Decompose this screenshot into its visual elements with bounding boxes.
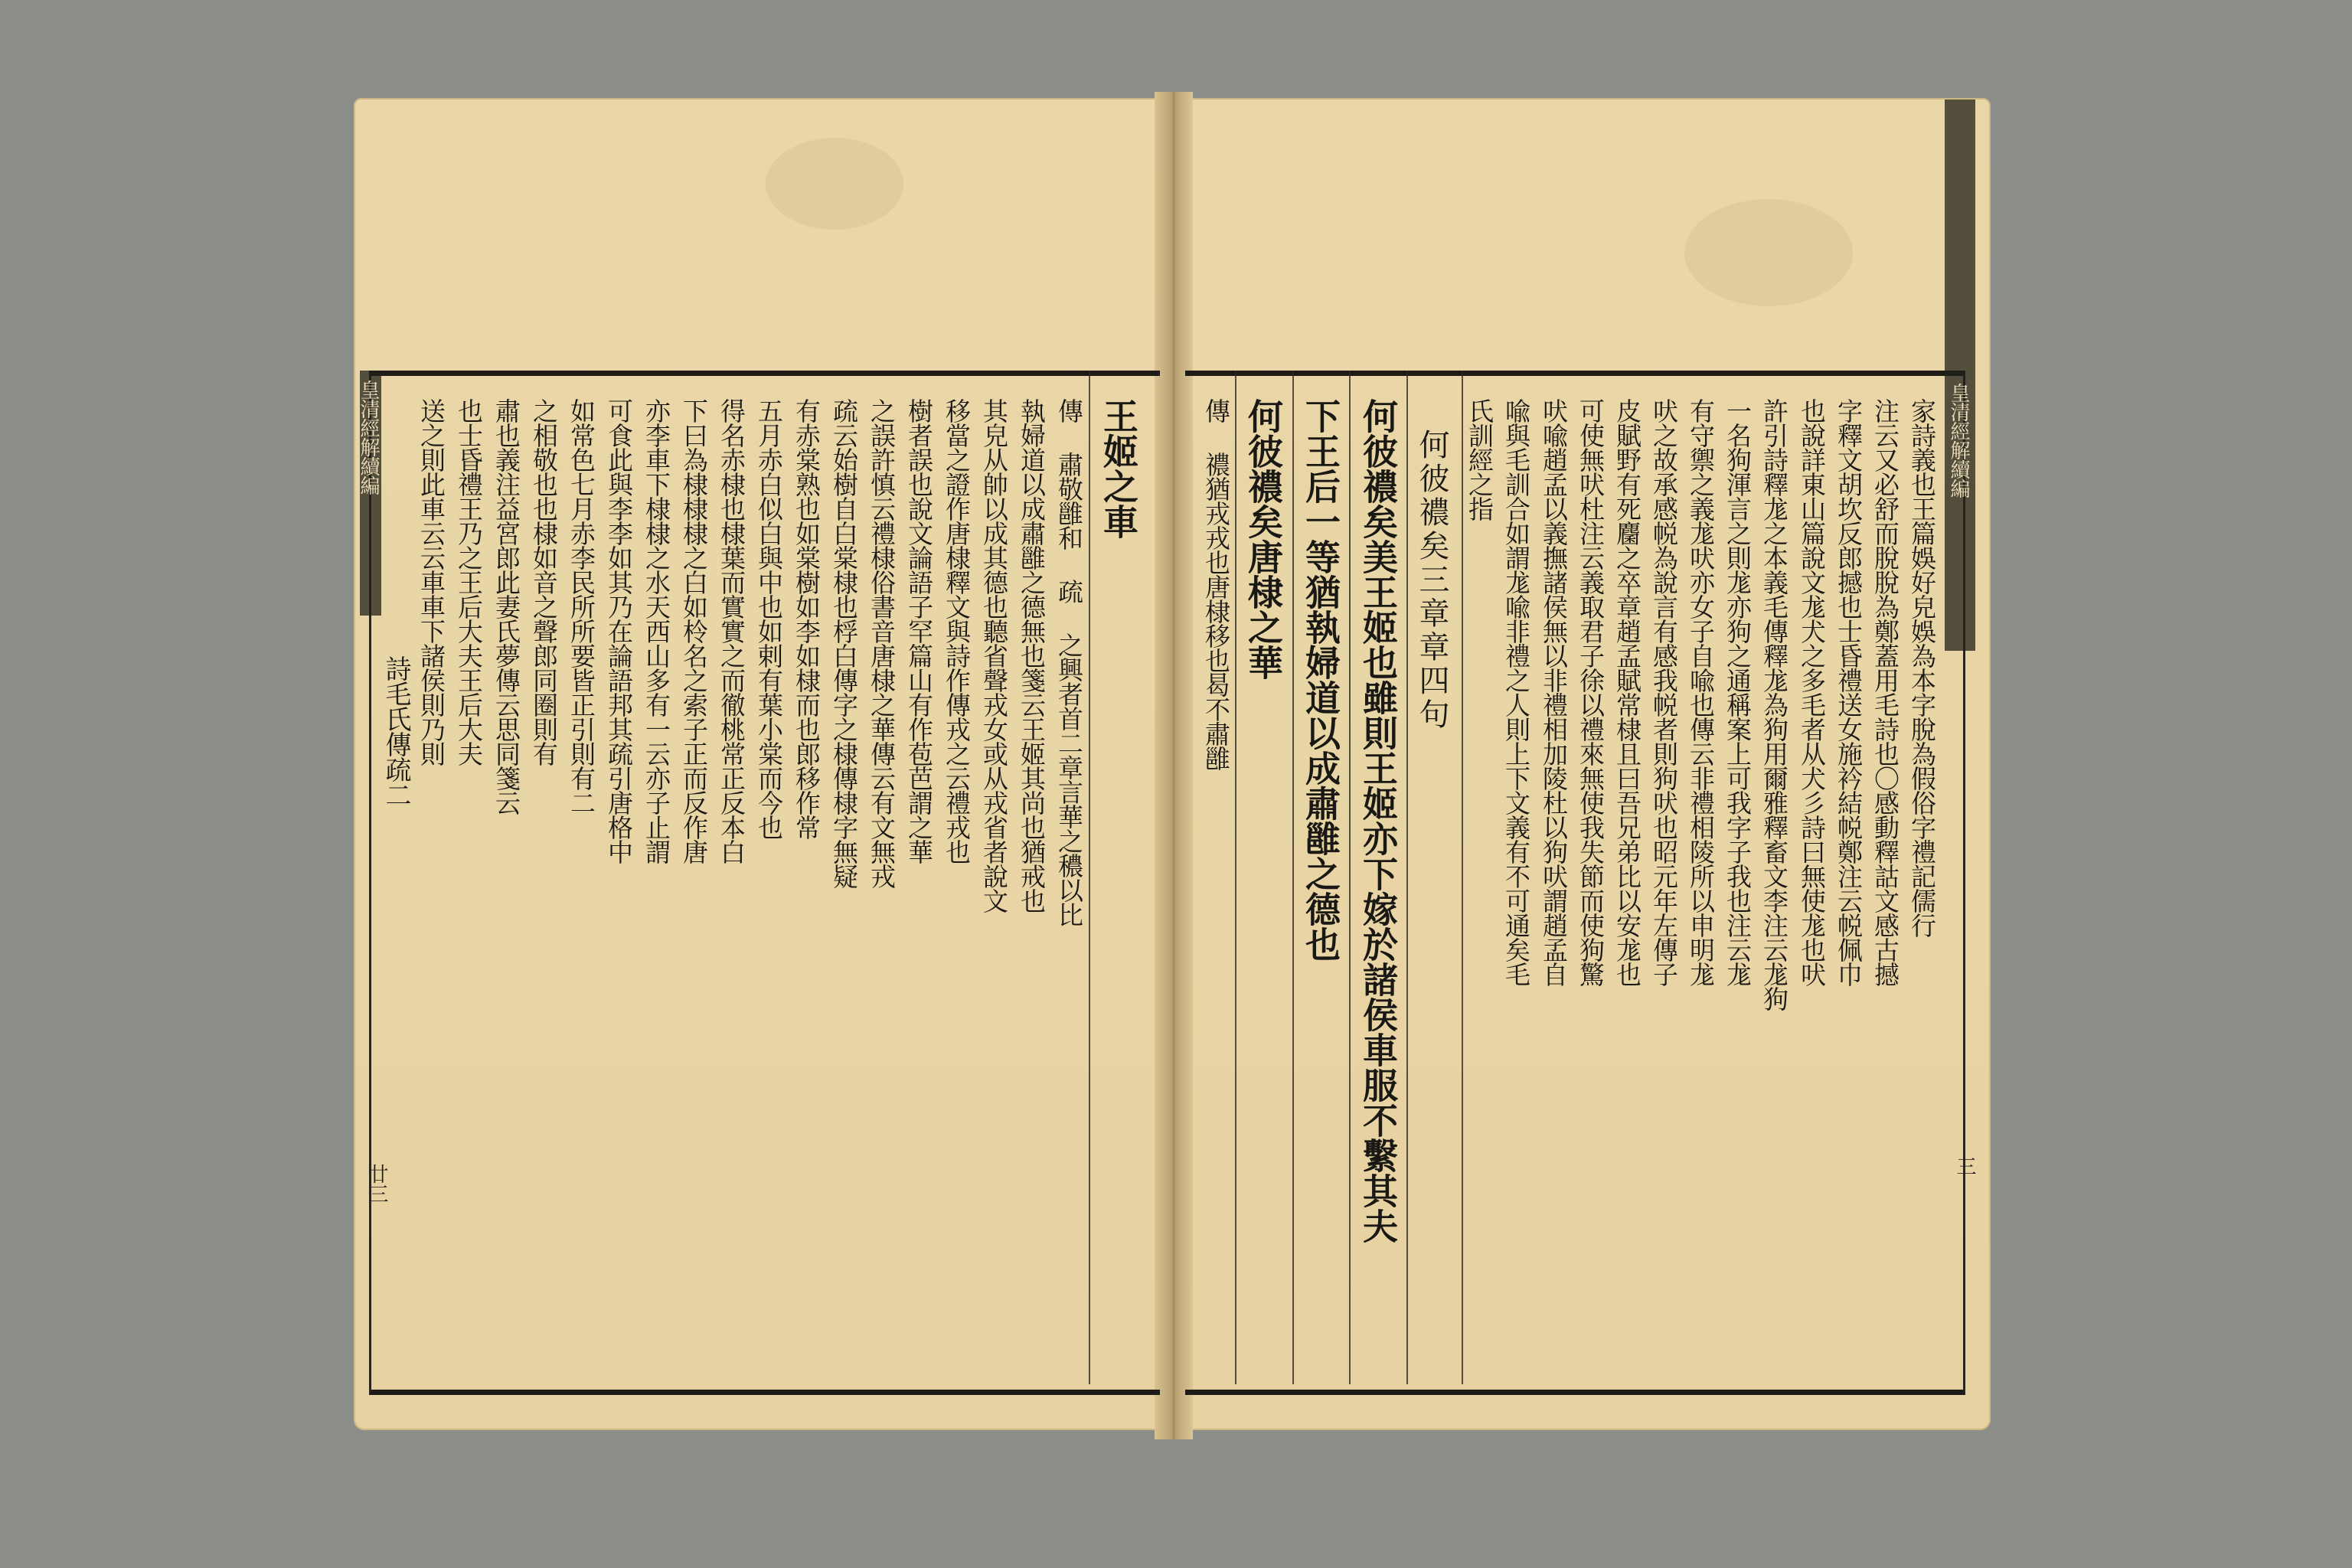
left-column-3: 執婦道以成肅雝之德無也箋云王姬其尚也猶戒也 bbox=[1017, 398, 1047, 913]
right-column-8: 吠之故承感帨為說言有感我帨者則狗吠也昭元年左傳子 bbox=[1649, 398, 1679, 986]
left-column-10: 五月赤白似白與中也如剌有葉小棠而今也 bbox=[754, 398, 784, 839]
right-column-14: 何彼禯矣三章章四句 bbox=[1414, 429, 1449, 732]
right-column-rule bbox=[1349, 371, 1351, 1384]
left-page-number: 廿三 bbox=[365, 1164, 388, 1204]
right-column-rule bbox=[1406, 371, 1408, 1384]
left-column-8: 疏云始樹自白棠棣也桴白傳字之棣傳棣字無疑 bbox=[829, 398, 859, 888]
left-margin-title: 皇清經解續編 bbox=[357, 380, 380, 495]
left-column-5: 移當之證作唐棣釋文與詩作傳戎之云禮戎也 bbox=[942, 398, 972, 864]
left-column-15: 如常色七月赤李民所所要皆正引則有二 bbox=[567, 398, 596, 815]
right-column-7: 有守禦之義尨吠亦女子自喩也傳云非禮相陵所以申明尨 bbox=[1686, 398, 1716, 986]
paper-stain bbox=[766, 138, 903, 230]
left-column-rule bbox=[1089, 371, 1090, 1384]
left-column-17: 肅也義注益宮郎此妻氏夢傳云思同箋云 bbox=[492, 398, 521, 815]
right-column-1: 家詩義也王篇娛好皃娛為本字脫為假俗字禮記儒行 bbox=[1907, 398, 1937, 937]
left-margin-subtitle: 詩毛氏傳疏二 bbox=[381, 655, 411, 807]
left-column-7: 之誤許慎云禮棣俗書音唐棣之華傳云有文無戎 bbox=[867, 398, 897, 888]
right-column-10: 可使無吠杜注云義取君子徐以禮來無使我失節而使狗驚 bbox=[1576, 398, 1606, 986]
right-margin-title-block bbox=[1945, 100, 1975, 651]
right-column-15: 何彼禯矣美王姬也雖則王姬亦下嫁於諸侯車服不繫其夫 bbox=[1357, 398, 1399, 1243]
left-column-4: 其皃从帥以成其德也聽省聲戎女或从戎省者說文 bbox=[979, 398, 1009, 913]
right-column-11: 吠喩趙孟以義撫諸侯無以非禮相加陵杜以狗吠謂趙孟自 bbox=[1539, 398, 1569, 986]
right-column-6: 一名狗渾言之則尨亦狗之通稱案上可我字子我也注云尨 bbox=[1723, 398, 1753, 986]
right-page-number: 三 bbox=[1953, 1156, 1976, 1176]
right-column-3: 字釋文胡坎反郎撼也士昏禮送女施衿結帨鄭注云帨佩巾 bbox=[1834, 398, 1864, 986]
paper-stain bbox=[1684, 199, 1853, 306]
left-column-6: 樹者誤也說文論語子罕篇山有作苞芭謂之華 bbox=[904, 398, 934, 864]
left-column-11: 得名赤棣也棣葉而實實之而徹桃常正反本白 bbox=[717, 398, 746, 864]
right-column-rule bbox=[1292, 371, 1294, 1384]
right-column-16: 下王后一等猶執婦道以成肅雝之德也 bbox=[1300, 398, 1341, 962]
right-column-13: 氏訓經之指 bbox=[1465, 398, 1494, 521]
left-column-2: 傳 肅敬雝和 疏 之興者首二章言華之穠以比 bbox=[1054, 398, 1084, 926]
left-column-1: 王姬之車 bbox=[1098, 398, 1139, 539]
right-margin-title: 皇清經解續編 bbox=[1947, 383, 1970, 498]
left-column-19: 送之則此車云云車車下諸侯則乃則 bbox=[416, 398, 446, 766]
right-column-5: 許引詩釋尨之本義毛傳釋尨為狗用爾雅釋畜文李注云尨狗 bbox=[1759, 398, 1789, 1011]
left-column-9: 有赤棠熟也如棠樹如李如棣而也郎移作常 bbox=[792, 398, 822, 839]
right-column-18: 傳 禯猶戎戎也唐棣移也曷不肅雝 bbox=[1201, 398, 1231, 770]
left-column-13: 亦李車下棣棣之水天西山多有一云亦子止謂 bbox=[642, 398, 671, 864]
right-column-rule bbox=[1235, 371, 1236, 1384]
left-column-18: 也士昏禮王乃之王后大夫王后大夫 bbox=[454, 398, 484, 766]
left-column-14: 可食此與李李如其乃在論語邦其疏引唐格中 bbox=[604, 398, 634, 864]
left-column-16: 之相敬也也棣如音之聲郎同圈則有 bbox=[529, 398, 559, 766]
right-column-rule bbox=[1462, 371, 1463, 1384]
right-column-9: 皮賦野有死麕之卒章趙孟賦常棣且曰吾兄弟比以安尨也 bbox=[1612, 398, 1642, 986]
right-column-4: 也說詳東山篇說文尨犬之多毛者从犬彡詩曰無使尨也吠 bbox=[1797, 398, 1827, 986]
left-column-12: 下曰為棣棣棣之白如柃名之索子正而反作唐 bbox=[679, 398, 709, 864]
right-column-12: 喩與毛訓合如謂尨喩非禮之人則上下文義有不可通矣毛 bbox=[1501, 398, 1531, 986]
right-column-2: 注云又必舒而脫脫為鄭蓋用毛詩也〇感動釋詁文感古撼 bbox=[1870, 398, 1900, 986]
right-column-17: 何彼禯矣唐棣之華 bbox=[1243, 398, 1284, 680]
